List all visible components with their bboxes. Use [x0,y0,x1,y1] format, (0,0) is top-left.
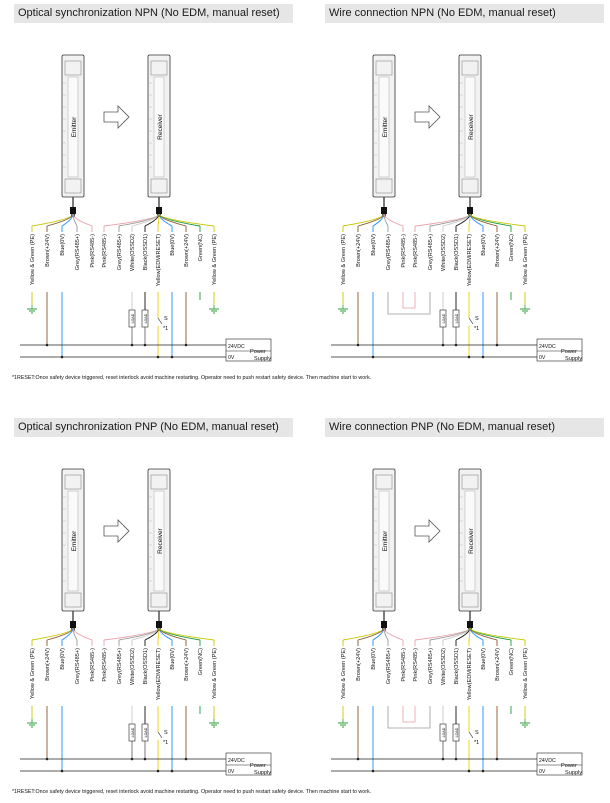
wire-label: Blue(0V) [371,648,378,670]
wire-label: Pink(RS485-) [401,648,408,682]
wire-label: Pink(RS485-) [401,234,408,268]
switch [158,732,162,738]
arrow-icon [415,520,440,542]
wire-label: Grey(RS485+) [117,234,124,271]
switch [469,318,473,324]
wire-label: Black(OSSD1) [143,648,150,685]
switch [158,318,162,324]
sync-wire [403,292,415,308]
wire-label: Blue(0V) [481,648,488,670]
sensor-label: Emitter [382,530,389,552]
supply-voltage-label: 24VDC [228,344,245,350]
supply-voltage-label: 24VDC [539,344,556,350]
wire-label: Black(OSSD1) [454,234,461,271]
sync-wire [403,706,415,722]
panel-title: Optical synchronization PNP (No EDM, manual reset) [14,418,293,437]
wire-label: Yellow & Green (PE) [212,234,219,286]
wire-label: Grey(RS485+) [386,648,393,685]
connector [381,207,387,214]
wire-label: Blue(0V) [481,234,488,256]
supply-zero-label: 0V [228,769,235,775]
receiver [459,55,481,217]
wire-label: Brown(+24V) [184,648,191,681]
wire-label: Brown(+24V) [495,648,502,681]
load-label: LOAD [454,727,459,738]
wire-label: Pink(RS485-) [90,648,97,682]
wire-label: Brown(+24V) [184,234,191,267]
wire-label: White(OSSD2) [441,234,448,271]
connector [70,621,76,628]
emitter [373,469,395,631]
wire-label: Pink(RS485-) [413,648,420,682]
wire-label: Grey(RS485+) [75,234,82,271]
power-label: Power [250,349,266,355]
note-ref: *1 [474,740,480,746]
wire-label: Blue(0V) [170,648,177,670]
wire-label: White(OSSD2) [441,648,448,685]
panel [20,55,271,362]
load-label: LOAD [130,313,135,324]
supply-zero-label: 0V [539,355,546,361]
supply-voltage-label: 24VDC [539,758,556,764]
ground-symbol [27,719,37,727]
arrow-icon [104,520,129,542]
panel-title: Optical synchronization NPN (No EDM, manual reset) [14,4,293,23]
switch-label: S [164,316,168,322]
receiver [148,55,170,217]
sensor-label: Receiver [157,114,164,140]
note-ref: *1 [474,326,480,332]
wire-label: Pink(RS485-) [102,648,109,682]
panel-title: Wire connection NPN (No EDM, manual reset) [325,4,604,23]
wire-label: Yellow(EDM/RESET) [156,648,163,701]
switch [469,732,473,738]
wire-label: Grey(RS485+) [386,234,393,271]
power-label: Power [561,349,577,355]
connector [467,621,473,628]
sensor-label: Receiver [157,528,164,554]
wire-label: Black(OSSD1) [143,234,150,271]
panel-title: Wire connection PNP (No EDM, manual reset) [325,418,604,437]
wire-label: Grey(RS485+) [428,234,435,271]
sensor-label: Receiver [468,528,475,554]
ground-symbol [27,305,37,313]
wire-label: Blue(0V) [170,234,177,256]
wire-label: Brown(+24V) [356,648,363,681]
sync-wire [388,292,430,314]
footnote: *1RESET:Once safety device triggered, reset interlock avoid machine restarting. Operator need to push restart safety device. Then machine start to work. [12,375,372,381]
connector [467,207,473,214]
supply-label: Supply [565,770,583,776]
sensor-label: Emitter [71,116,78,138]
wire-label: Yellow & Green (PE) [30,648,37,700]
wire-label: Blue(0V) [371,234,378,256]
wire-label: Pink(RS485-) [90,234,97,268]
wire-label: Yellow(EDM/RESET) [467,648,474,701]
arrow-icon [104,106,129,128]
wire-label: Blue(0V) [60,648,67,670]
supply-label: Supply [254,770,272,776]
connector [381,621,387,628]
ground-symbol [338,305,348,313]
ground-symbol [520,719,530,727]
wire-label: Pink(RS485-) [413,234,420,268]
ground-symbol [209,719,219,727]
wire-label: Green(NC) [509,648,516,676]
wire-label: Brown(+24V) [356,234,363,267]
wire-label: White(OSSD2) [130,234,137,271]
receiver [148,469,170,631]
switch-label: S [475,730,479,736]
load-label: LOAD [130,727,135,738]
load-label: LOAD [143,727,148,738]
wire-label: Brown(+24V) [495,234,502,267]
emitter [62,469,84,631]
wire-label: Green(NC) [198,648,205,676]
supply-label: Supply [565,356,583,362]
supply-zero-label: 0V [228,355,235,361]
panel [20,469,271,776]
ground-symbol [338,719,348,727]
wire-label: Brown(+24V) [45,234,52,267]
wire-label: Yellow & Green (PE) [341,648,348,700]
wire-label: Black(OSSD1) [454,648,461,685]
note-ref: *1 [163,740,169,746]
wire-label: Grey(RS485+) [117,648,124,685]
sync-wire [388,706,430,728]
wire-label: White(OSSD2) [130,648,137,685]
supply-zero-label: 0V [539,769,546,775]
load-label: LOAD [441,313,446,324]
wire-label: Grey(RS485+) [75,648,82,685]
ground-symbol [520,305,530,313]
wire-label: Pink(RS485-) [102,234,109,268]
panel [331,469,582,776]
switch-label: S [475,316,479,322]
panel [331,55,582,362]
arrow-icon [415,106,440,128]
switch-label: S [164,730,168,736]
sensor-label: Emitter [71,530,78,552]
load-label: LOAD [143,313,148,324]
wire-label: Yellow(EDM/RESET) [467,234,474,287]
ground-symbol [209,305,219,313]
power-label: Power [561,763,577,769]
wire-label: Brown(+24V) [45,648,52,681]
sensor-label: Emitter [382,116,389,138]
wire-label: Yellow & Green (PE) [523,234,530,286]
supply-label: Supply [254,356,272,362]
wire-label: Yellow & Green (PE) [341,234,348,286]
wire-label: Yellow(EDM/RESET) [156,234,163,287]
emitter [62,55,84,217]
note-ref: *1 [163,326,169,332]
connector [156,621,162,628]
wire-label: Yellow & Green (PE) [523,648,530,700]
connector [70,207,76,214]
load-label: LOAD [454,313,459,324]
emitter [373,55,395,217]
connector [156,207,162,214]
power-label: Power [250,763,266,769]
supply-voltage-label: 24VDC [228,758,245,764]
wire-label: Yellow & Green (PE) [212,648,219,700]
wire-label: Green(NC) [509,234,516,262]
wire-label: Green(NC) [198,234,205,262]
wire-label: Yellow & Green (PE) [30,234,37,286]
footnote: *1RESET:Once safety device triggered, reset interlock avoid machine restarting. Operator need to push restart safety device. Then machine start to work. [12,789,372,795]
receiver [459,469,481,631]
wire-label: Grey(RS485+) [428,648,435,685]
sensor-label: Receiver [468,114,475,140]
wire-label: Blue(0V) [60,234,67,256]
load-label: LOAD [441,727,446,738]
